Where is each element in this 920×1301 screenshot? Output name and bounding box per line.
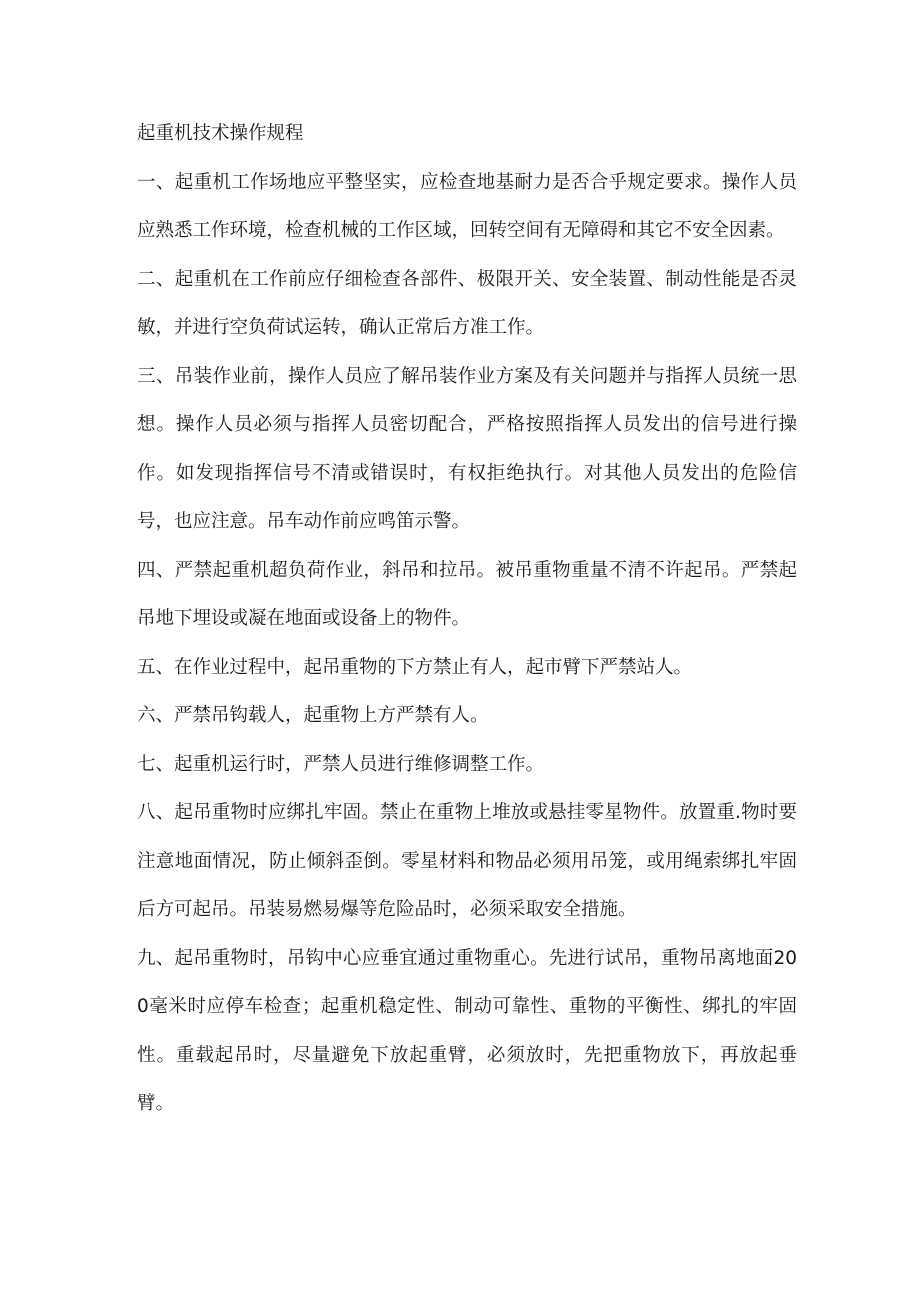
paragraph-5: 五、在作业过程中，起吊重物的下方禁止有人，起市臂下严禁站人。 (137, 656, 693, 678)
paragraph-8: 八、起吊重物时应绑扎牢固。禁止在重物上堆放或悬挂零星物件。放置重.物时要注意地面情况，防止倾斜歪倒。零星材料和物品必须用吊笼，或用绳索绑扎牢固后方可起吊。吊装易燃易爆等危险品时，必须采取安全措施。 (137, 802, 797, 920)
paragraph-1: 一、起重机工作场地应平整坚实，应检查地基耐力是否合乎规定要求。操作人员应熟悉工作环境，检查机械的工作区域，回转空间有无障碍和其它不安全因素。 (137, 171, 797, 241)
paragraph-7: 七、起重机运行时，严禁人员进行维修调整工作。 (137, 753, 545, 775)
document-body (137, 110, 797, 1129)
paragraph-4: 四、严禁起重机超负荷作业，斜吊和拉吊。被吊重物重量不清不许起吊。严禁起吊地下埋设或凝在地面或设备上的物件。 (137, 559, 797, 629)
document-title: 起重机技术操作规程 (137, 123, 304, 144)
paragraph-6: 六、严禁吊钩载人，起重物上方严禁有人。 (137, 705, 489, 726)
paragraph-9: 九、起吊重物时，吊钩中心应垂宜通过重物重心。先进行试吊，重物吊离地面200毫米时应停车检查；起重机稳定性、制动可靠性、重物的平衡性、绑扎的牢固性。重载起吊时，尽量避免下放起重臂，必须放时，先把重物放下，再放起垂臂。 (137, 947, 797, 1114)
paragraph-2: 二、起重机在工作前应仔细检查各部件、极限开关、安全装置、制动性能是否灵敏，并进行空负荷试运转，确认正常后方准工作。 (137, 268, 797, 338)
paragraph-3: 三、吊装作业前，操作人员应了解吊装作业方案及有关问题并与指挥人员统一思想。操作人员必须与指挥人员密切配合，严格按照指挥人员发出的信号进行操作。如发现指挥信号不清或错误时，有权拒绝执行。对其他人员发出的危险信号，也应注意。吊车动作前应鸣笛示警。 (137, 365, 797, 532)
